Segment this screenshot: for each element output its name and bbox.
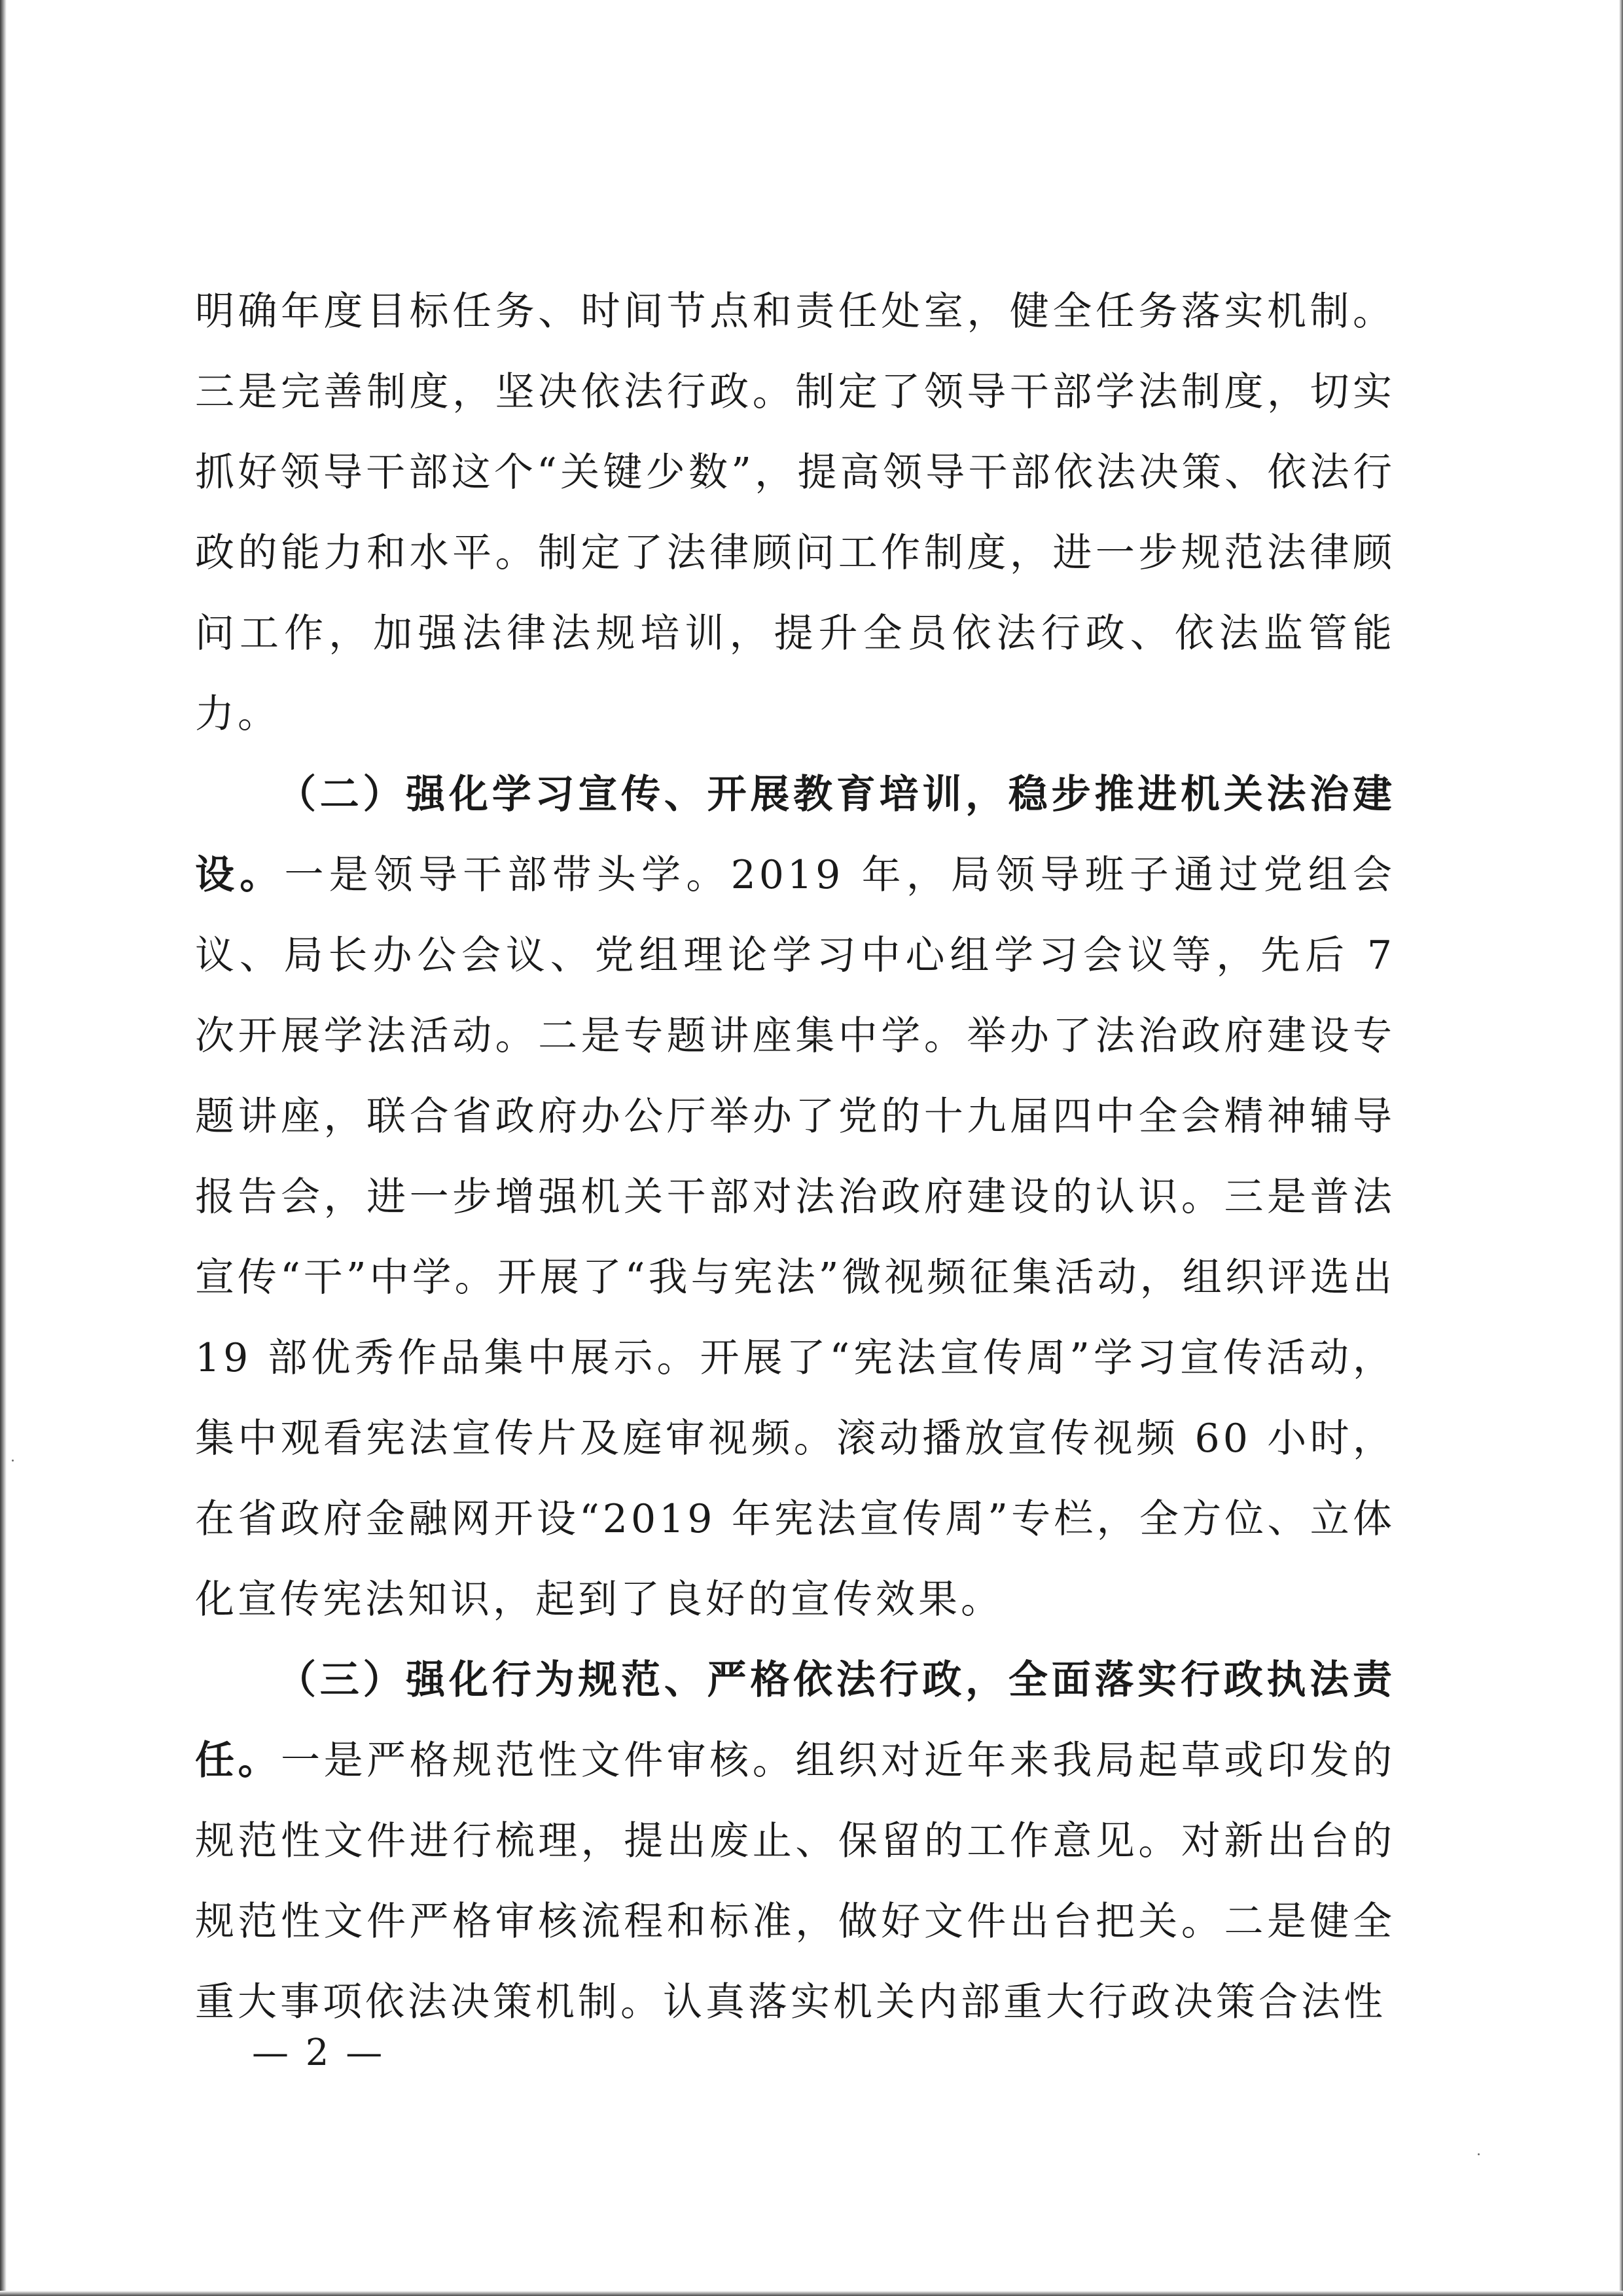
scan-speck: [12, 1460, 14, 1462]
page-number: — 2 —: [252, 2032, 385, 2074]
scan-speck: [1478, 2153, 1480, 2155]
paragraph-2-text: 一是领导干部带头学。2019 年，局领导班子通过党组会议、局长办公会议、党组理论学习中心组学习会议等，先后 7 次开展学法活动。二是专题讲座集中学。举办了法治政府建设专题讲座，联合省政府办公厅举办了党的十九届四中全会精神辅导报告会，进一步增强机关干部对法治政府建设的认识。三是普法宣传“干”中学。开展了“我与宪法”微视频征集活动，组织评选出 19 部优秀作品集中展示。开展了“宪法宣传周”学习宣传活动，集中观看宪法宣传片及庭审视频。滚动播放宣传视频 60 小时，在省政府金融网开设“2019 年宪法宣传周”专栏，全方位、立体化宣传宪法知识，起到了良好的宣传效果。: [195, 852, 1395, 1623]
section-heading-3: （三）强化行为规范、严格依法行政，全面落实行政执法责任。: [195, 1657, 1395, 1784]
scan-edge-right: [1619, 0, 1623, 2296]
paragraph-2: [195, 755, 1395, 1640]
document-body: [195, 272, 1395, 2043]
paragraph-3-text: 一是严格规范性文件审核。组织对近年来我局起草或印发的规范性文件进行梳理，提出废止、保留的工作意见。对新出台的规范性文件严格审核流程和标准，做好文件出台把关。二是健全重大事项依法决策机制。认真落实机关内部重大行政决策合法性: [195, 1738, 1396, 2025]
paragraph-3: [195, 1640, 1395, 2043]
paragraph-1: [195, 272, 1395, 755]
paragraph-1-text: 明确年度目标任务、时间节点和责任处室，健全任务落实机制。三是完善制度，坚决依法行政。制定了领导干部学法制度，切实抓好领导干部这个“关键少数”，提高领导干部依法决策、依法行政的能力和水平。制定了法律顾问工作制度，进一步规范法律顾问工作，加强法律法规培训，提升全员依法行政、依法监管能力。: [195, 289, 1395, 737]
scan-edge-bottom: [0, 2291, 1623, 2296]
section-heading-2: （二）强化学习宣传、开展教育培训，稳步推进机关法治建设。: [195, 772, 1395, 898]
scan-edge-left: [0, 0, 7, 2296]
